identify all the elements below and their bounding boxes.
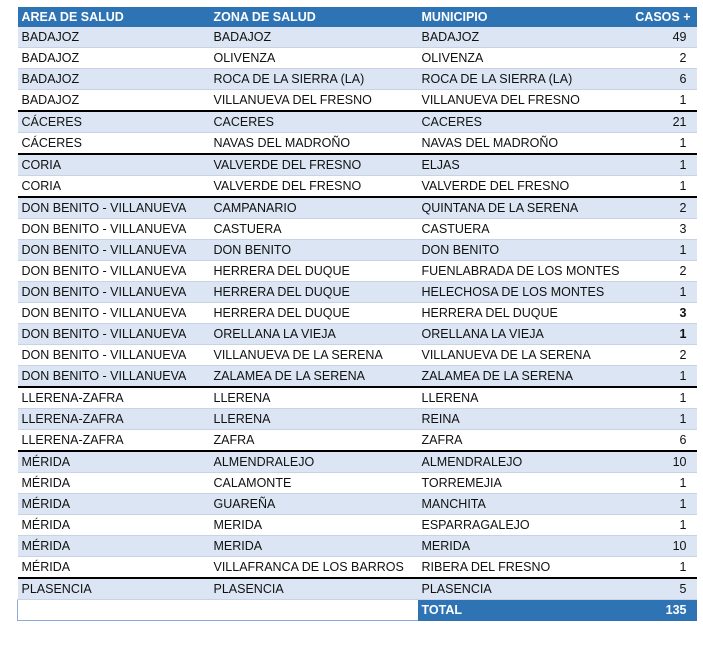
cases-table-container [17,7,696,621]
cell-area: CÁCERES [18,133,210,155]
cell-area: LLERENA-ZAFRA [18,387,210,409]
cell-casos: 1 [621,557,697,579]
cell-municipio: VALVERDE DEL FRESNO [418,176,621,198]
table-row [18,578,697,600]
total-value: 135 [621,600,697,621]
cell-casos: 1 [621,387,697,409]
table-row [18,409,697,430]
table-row [18,133,697,155]
cell-area: PLASENCIA [18,578,210,600]
table-header-row [18,7,697,27]
cell-area: MÉRIDA [18,536,210,557]
cell-zona: HERRERA DEL DUQUE [210,261,418,282]
header-casos: CASOS + [621,7,697,27]
table-row [18,473,697,494]
cell-area: DON BENITO - VILLANUEVA [18,219,210,240]
cell-municipio: ORELLANA LA VIEJA [418,324,621,345]
cell-casos: 3 [621,303,697,324]
cell-zona: LLERENA [210,409,418,430]
cell-municipio: HELECHOSA DE LOS MONTES [418,282,621,303]
total-label: TOTAL [418,600,621,621]
header-zona: ZONA DE SALUD [210,7,418,27]
table-row [18,176,697,198]
table-row [18,48,697,69]
cell-zona: VILLANUEVA DEL FRESNO [210,90,418,112]
table-row [18,536,697,557]
table-row [18,387,697,409]
cell-zona: BADAJOZ [210,27,418,48]
cell-municipio: OLIVENZA [418,48,621,69]
cell-casos: 1 [621,133,697,155]
cell-area: CORIA [18,154,210,176]
cell-casos: 1 [621,515,697,536]
cell-area: MÉRIDA [18,515,210,536]
cell-area: DON BENITO - VILLANUEVA [18,240,210,261]
cell-area: CÁCERES [18,111,210,133]
table-row [18,197,697,219]
cell-municipio: ZALAMEA DE LA SERENA [418,366,621,388]
cell-municipio: PLASENCIA [418,578,621,600]
cell-zona: MERIDA [210,536,418,557]
cell-zona: ZAFRA [210,430,418,452]
table-row [18,282,697,303]
cell-zona: CASTUERA [210,219,418,240]
cell-municipio: ZAFRA [418,430,621,452]
table-row [18,303,697,324]
cell-zona: CAMPANARIO [210,197,418,219]
header-area: AREA DE SALUD [18,7,210,27]
cell-zona: OLIVENZA [210,48,418,69]
cell-area: CORIA [18,176,210,198]
cell-area: DON BENITO - VILLANUEVA [18,261,210,282]
cell-casos: 10 [621,451,697,473]
cell-municipio: CASTUERA [418,219,621,240]
cell-zona: CALAMONTE [210,473,418,494]
cell-zona: MERIDA [210,515,418,536]
table-body [18,27,697,600]
table-row [18,111,697,133]
cell-casos: 6 [621,69,697,90]
table-row [18,240,697,261]
cell-casos: 10 [621,536,697,557]
cell-zona: VILLANUEVA DE LA SERENA [210,345,418,366]
table-row [18,324,697,345]
cell-area: DON BENITO - VILLANUEVA [18,324,210,345]
cell-zona: CACERES [210,111,418,133]
table-row [18,451,697,473]
cell-municipio: ROCA DE LA SIERRA (LA) [418,69,621,90]
cell-zona: ROCA DE LA SIERRA (LA) [210,69,418,90]
cell-municipio: REINA [418,409,621,430]
table-row [18,261,697,282]
table-row [18,90,697,112]
header-municipio: MUNICIPIO [418,7,621,27]
cell-zona: DON BENITO [210,240,418,261]
cell-area: DON BENITO - VILLANUEVA [18,282,210,303]
cell-casos: 1 [621,240,697,261]
cell-area: BADAJOZ [18,69,210,90]
cell-zona: ORELLANA LA VIEJA [210,324,418,345]
cell-municipio: ESPARRAGALEJO [418,515,621,536]
cell-area: MÉRIDA [18,494,210,515]
table-row [18,219,697,240]
cell-area: DON BENITO - VILLANUEVA [18,345,210,366]
cell-casos: 49 [621,27,697,48]
table-row [18,557,697,579]
cell-casos: 2 [621,197,697,219]
cell-municipio: ELJAS [418,154,621,176]
cell-area: LLERENA-ZAFRA [18,409,210,430]
cell-area: MÉRIDA [18,557,210,579]
cell-municipio: LLERENA [418,387,621,409]
cell-municipio: FUENLABRADA DE LOS MONTES [418,261,621,282]
table-row [18,69,697,90]
cell-casos: 1 [621,282,697,303]
cell-zona: VILLAFRANCA DE LOS BARROS [210,557,418,579]
table-row [18,345,697,366]
cell-zona: PLASENCIA [210,578,418,600]
table-row [18,27,697,48]
cell-zona: ZALAMEA DE LA SERENA [210,366,418,388]
cell-municipio: VILLANUEVA DEL FRESNO [418,90,621,112]
cell-area: DON BENITO - VILLANUEVA [18,366,210,388]
cell-casos: 1 [621,324,697,345]
cell-casos: 21 [621,111,697,133]
table-row [18,154,697,176]
cell-municipio: QUINTANA DE LA SERENA [418,197,621,219]
cell-municipio: RIBERA DEL FRESNO [418,557,621,579]
cell-zona: HERRERA DEL DUQUE [210,282,418,303]
cell-zona: NAVAS DEL MADROÑO [210,133,418,155]
cell-casos: 1 [621,409,697,430]
cell-area: BADAJOZ [18,27,210,48]
cell-municipio: MANCHITA [418,494,621,515]
cell-municipio: BADAJOZ [418,27,621,48]
table-row [18,366,697,388]
cell-area: DON BENITO - VILLANUEVA [18,303,210,324]
cell-casos: 6 [621,430,697,452]
cell-casos: 1 [621,90,697,112]
cell-casos: 3 [621,219,697,240]
cell-municipio: VILLANUEVA DE LA SERENA [418,345,621,366]
cell-municipio: HERRERA DEL DUQUE [418,303,621,324]
cell-area: MÉRIDA [18,451,210,473]
total-row [18,600,697,621]
cell-zona: HERRERA DEL DUQUE [210,303,418,324]
cell-casos: 2 [621,345,697,366]
cell-area: DON BENITO - VILLANUEVA [18,197,210,219]
table-row [18,515,697,536]
table-row [18,430,697,452]
cell-area: BADAJOZ [18,48,210,69]
cell-zona: VALVERDE DEL FRESNO [210,176,418,198]
cell-area: LLERENA-ZAFRA [18,430,210,452]
cell-casos: 1 [621,176,697,198]
cell-municipio: DON BENITO [418,240,621,261]
cell-casos: 1 [621,366,697,388]
cell-casos: 1 [621,473,697,494]
cell-casos: 1 [621,154,697,176]
cell-municipio: TORREMEJIA [418,473,621,494]
cell-casos: 5 [621,578,697,600]
table-row [18,494,697,515]
cell-municipio: MERIDA [418,536,621,557]
cell-municipio: CACERES [418,111,621,133]
cell-municipio: NAVAS DEL MADROÑO [418,133,621,155]
cell-zona: LLERENA [210,387,418,409]
cell-zona: VALVERDE DEL FRESNO [210,154,418,176]
cell-municipio: ALMENDRALEJO [418,451,621,473]
cell-area: BADAJOZ [18,90,210,112]
cell-zona: GUAREÑA [210,494,418,515]
cases-table [17,7,697,621]
cell-area: MÉRIDA [18,473,210,494]
cell-zona: ALMENDRALEJO [210,451,418,473]
cell-casos: 1 [621,494,697,515]
cell-casos: 2 [621,48,697,69]
cell-casos: 2 [621,261,697,282]
total-blank-cell [18,600,418,621]
